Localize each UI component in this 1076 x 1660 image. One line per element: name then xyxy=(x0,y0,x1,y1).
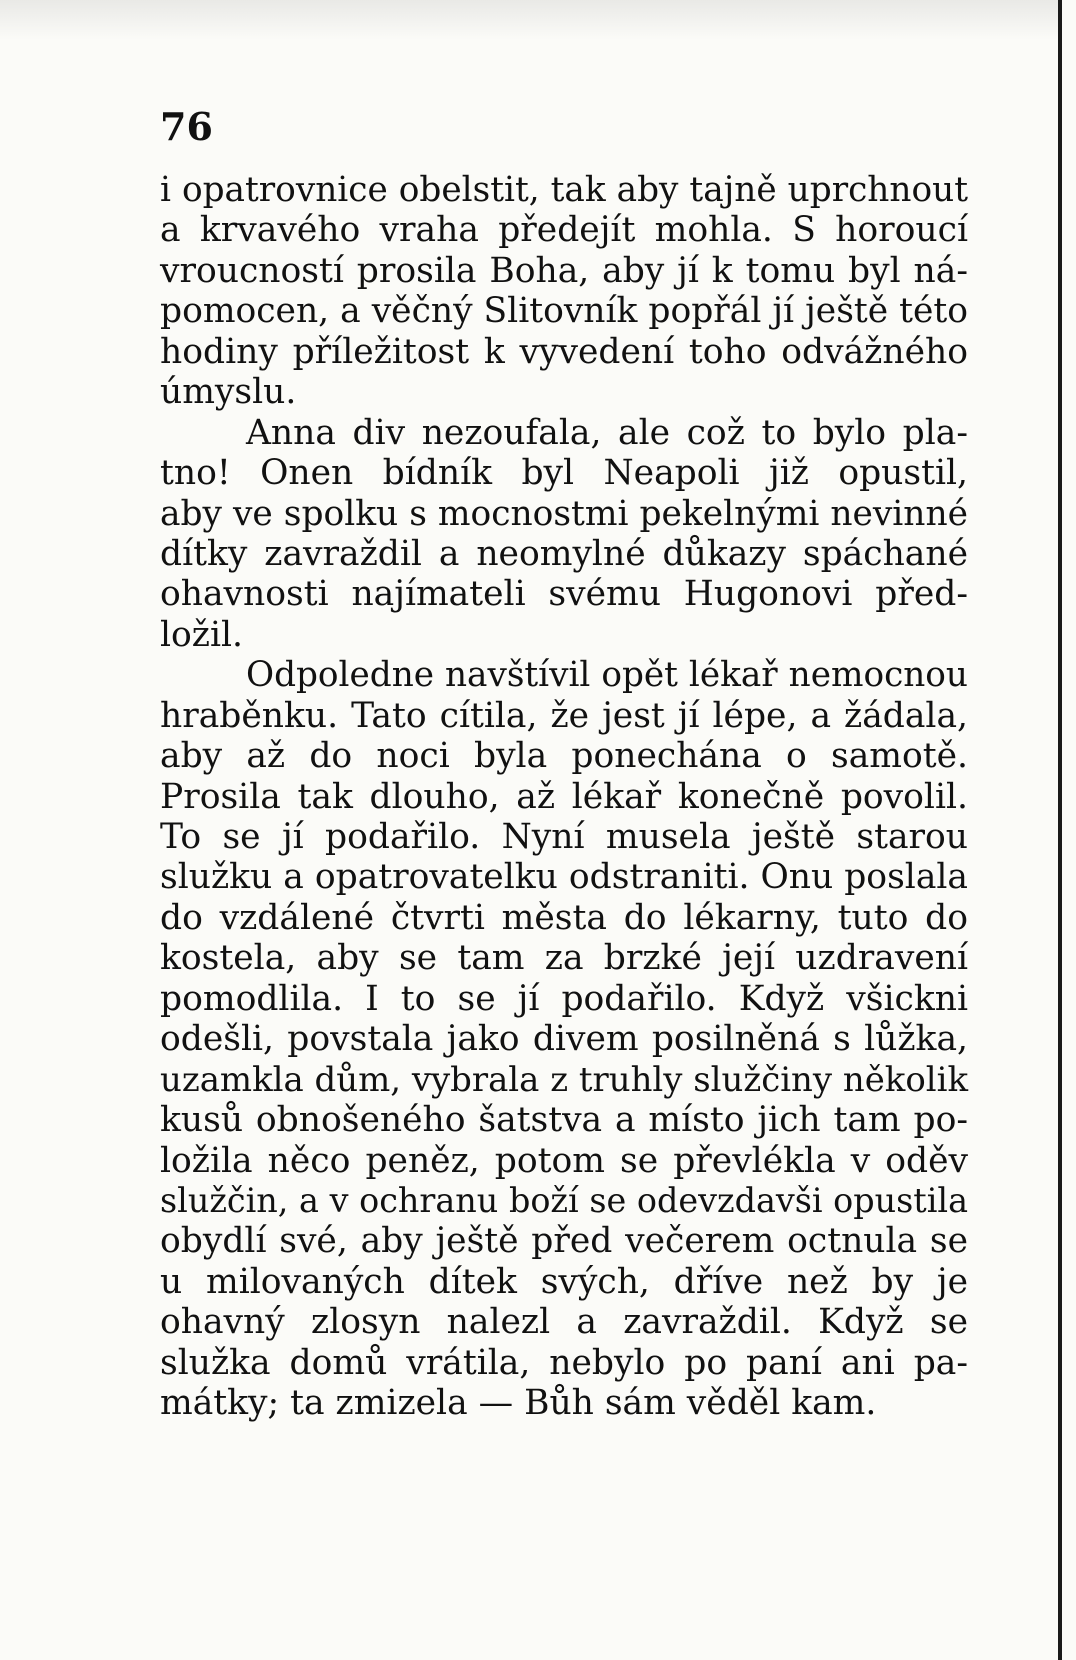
text-line: ložila něco peněz, potom se převlékla v oděv xyxy=(160,1140,968,1181)
page-number: 76 xyxy=(160,104,213,149)
text-line: ohavný zlosyn nalezl a zavraždil. Když se xyxy=(160,1302,968,1343)
text-line: To se jí podařilo. Nyní musela ještě starou xyxy=(160,817,968,857)
text-line: u milovaných dítek svých, dříve než by je xyxy=(160,1261,968,1302)
text-line: pomocen, a věčný Slitovník popřál jí ještě této xyxy=(160,291,968,332)
text-line: mátky; ta zmizela — Bůh sám věděl kam. xyxy=(160,1383,877,1424)
text-line: Prosila tak dlouho, až lékař konečně povolil. xyxy=(160,776,968,817)
text-line: Anna div nezoufala, ale což to bylo pla- xyxy=(246,412,968,453)
text-line: úmyslu. xyxy=(160,372,297,413)
text-line: aby až do noci byla ponechána o samotě. xyxy=(160,736,968,777)
page-top-shadow xyxy=(0,0,1060,40)
text-line: služčin, a v ochranu boží se odevzdavši opustila xyxy=(160,1180,968,1220)
text-line: do vzdálené čtvrti města do lékarny, tuto do xyxy=(160,897,968,938)
text-line: služku a opatrovatelku odstraniti. Onu poslala xyxy=(160,857,968,898)
text-line: hraběnku. Tato cítila, že jest jí lépe, a žádala, xyxy=(160,695,968,736)
page-edge-line xyxy=(1058,0,1062,1660)
text-line: Odpoledne navštívil opět lékař nemocnou xyxy=(246,655,968,696)
text-line: ložil. xyxy=(160,614,244,655)
text-line: odešli, povstala jako divem posilněná s lůžka, xyxy=(160,1019,968,1060)
body-text xyxy=(160,170,968,1424)
text-line: vroucností prosila Boha, aby jí k tomu byl ná- xyxy=(160,250,968,291)
text-line: i opatrovnice obelstit, tak aby tajně uprchnout xyxy=(160,170,968,210)
text-line: uzamkla dům, vybrala z truhly služčiny několik xyxy=(160,1059,968,1099)
text-line: aby ve spolku s mocnostmi pekelnými nevinné xyxy=(160,493,968,534)
text-line: služka domů vrátila, nebylo po paní ani pa- xyxy=(160,1342,968,1383)
text-line: hodiny příležitost k vyvedení toho odvážného xyxy=(160,331,968,372)
text-line: kusů obnošeného šatstva a místo jich tam po- xyxy=(160,1100,968,1141)
text-line: a krvavého vraha předejít mohla. S horoucí xyxy=(160,210,968,251)
text-line: pomodlila. I to se jí podařilo. Když všickni xyxy=(160,978,968,1019)
text-line: tno! Onen bídník byl Neapoli již opustil, xyxy=(160,453,968,494)
text-line: kostela, aby se tam za brzké její uzdravení xyxy=(160,938,968,979)
text-line: obydlí své, aby ještě před večerem octnula se xyxy=(160,1221,968,1262)
text-line: ohavnosti najímateli svému Hugonovi před- xyxy=(160,574,968,615)
text-line: dítky zavraždil a neomylné důkazy spáchané xyxy=(160,533,968,574)
